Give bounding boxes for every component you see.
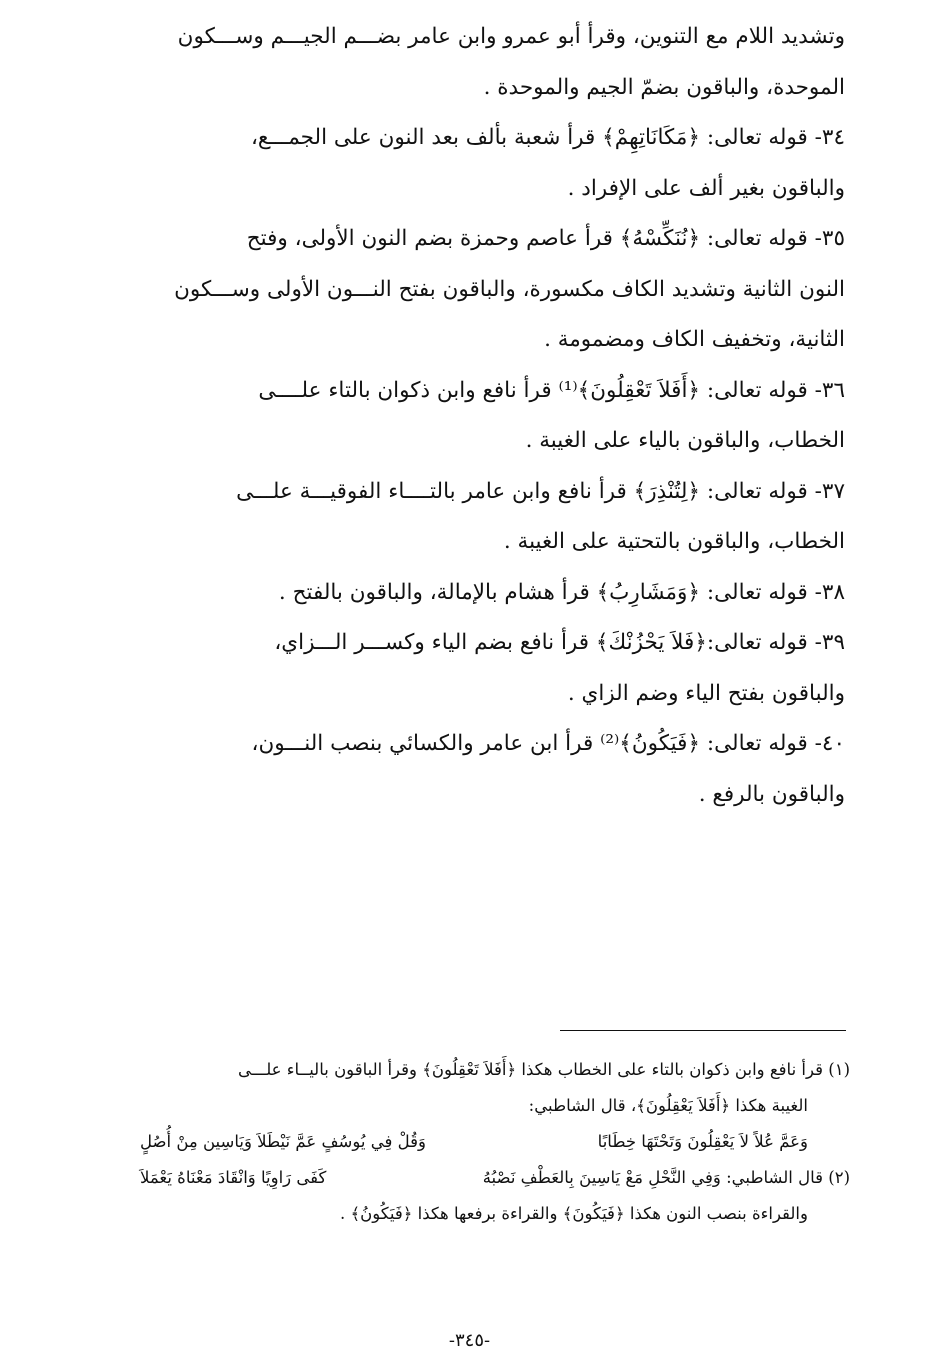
text-line: الثانية، وتخفيف الكاف ومضمومة .	[544, 327, 845, 352]
text-line: ٣٦- قوله تعالى: ﴿أَفَلاَ تَعْقِلُونَ﴾⁽¹⁾ قرأ نافع وابن ذكوان بالتاء علــــى	[258, 377, 845, 403]
footnote-2-verse	[100, 1160, 850, 1196]
text-line: وتشديد اللام مع التنوين، وقرأ أبو عمرو وابن عامر بضـــم الجيـــم وســـكون	[177, 24, 845, 49]
footnotes	[100, 1052, 850, 1232]
footnote-1-line: الغيبة هكذا ﴿أَفَلاَ يَعْقِلُونَ﴾، قال الشاطبي:	[528, 1096, 808, 1115]
footnote-2-left: كَفَى رَاوِيًا وَانْقَادَ مَعْنَاهُ يَعْمَلاَ	[140, 1168, 327, 1187]
text-line: والباقون بالرفع .	[698, 781, 845, 807]
verse-hemistich-left: وَقُلْ فِي يُوسُفٍ عَمَّ نَيْطَلاَ وَيَاسِين مِنْ أُصُلٍ	[140, 1132, 426, 1151]
verse-hemistich-right: وَعَمَّ عُلاً لاَ يَعْقِلُونَ وَتَحْتَهَا خِطَابًا	[597, 1132, 808, 1151]
text-line: والباقون بغير ألف على الإفراد .	[567, 175, 845, 201]
main-text	[100, 12, 845, 820]
text-line: ٣٥- قوله تعالى: ﴿نُنَكِّسْهُ﴾ قرأ عاصم وحمزة بضم النون الأولى، وفتح	[246, 226, 845, 251]
text-line: الخطاب، والباقون بالتحتية على الغيبة .	[503, 529, 845, 554]
text-line: ٣٩- قوله تعالى:﴿فَلاَ يَحْزُنْكَ﴾ قرأ نافع بضم الياء وكســـر الـــزاي،	[274, 630, 845, 655]
text-line: الموحدة، والباقون بضمّ الجيم والموحدة .	[483, 74, 845, 100]
footnote-2-right: (٢) قال الشاطبي: وَفِي النَّحْلِ مَعْ يَاسِينَ بِالعَطْفِ نَصْبُهُ	[482, 1168, 850, 1187]
text-line: ٣٤- قوله تعالى: ﴿مَكَانَاتِهِمْ﴾ قرأ شعبة بألف بعد النون على الجمـــع،	[250, 125, 845, 150]
footnote-2-line: والقراءة بنصب النون هكذا ﴿فَيَكُونَ﴾ والقراءة برفعها هكذا ﴿فَيَكُونُ﴾ .	[339, 1204, 808, 1223]
text-line: الخطاب، والباقون بالياء على الغيبة .	[525, 428, 845, 453]
footnote-divider	[560, 1030, 846, 1031]
text-line: ٤٠- قوله تعالى: ﴿فَيَكُونُ﴾⁽²⁾ قرأ ابن عامر والكسائي بنصب النـــون،	[251, 731, 845, 756]
text-line: النون الثانية وتشديد الكاف مكسورة، والباقون بفتح النـــون الأولى وســـكون	[174, 276, 845, 302]
footnote-1-verse	[100, 1124, 850, 1160]
page-number: -٣٤٥-	[448, 1330, 491, 1351]
text-line: ٣٧- قوله تعالى: ﴿لِتُنْذِرَ﴾ قرأ نافع وابن عامر بالتــــاء الفوقيـــة علـــى	[236, 478, 845, 504]
footnote-1-line: (١) قرأ نافع وابن ذكوان بالتاء على الخطاب هكذا ﴿أَفَلاَ تَعْقِلُونَ﴾ وقرأ الباقون باليــاء علـــى	[237, 1060, 850, 1079]
text-line: والباقون بفتح الياء وضم الزاي .	[567, 680, 845, 706]
text-line: ٣٨- قوله تعالى: ﴿وَمَشَارِبُ﴾ قرأ هشام بالإمالة، والباقون بالفتح .	[278, 579, 845, 605]
